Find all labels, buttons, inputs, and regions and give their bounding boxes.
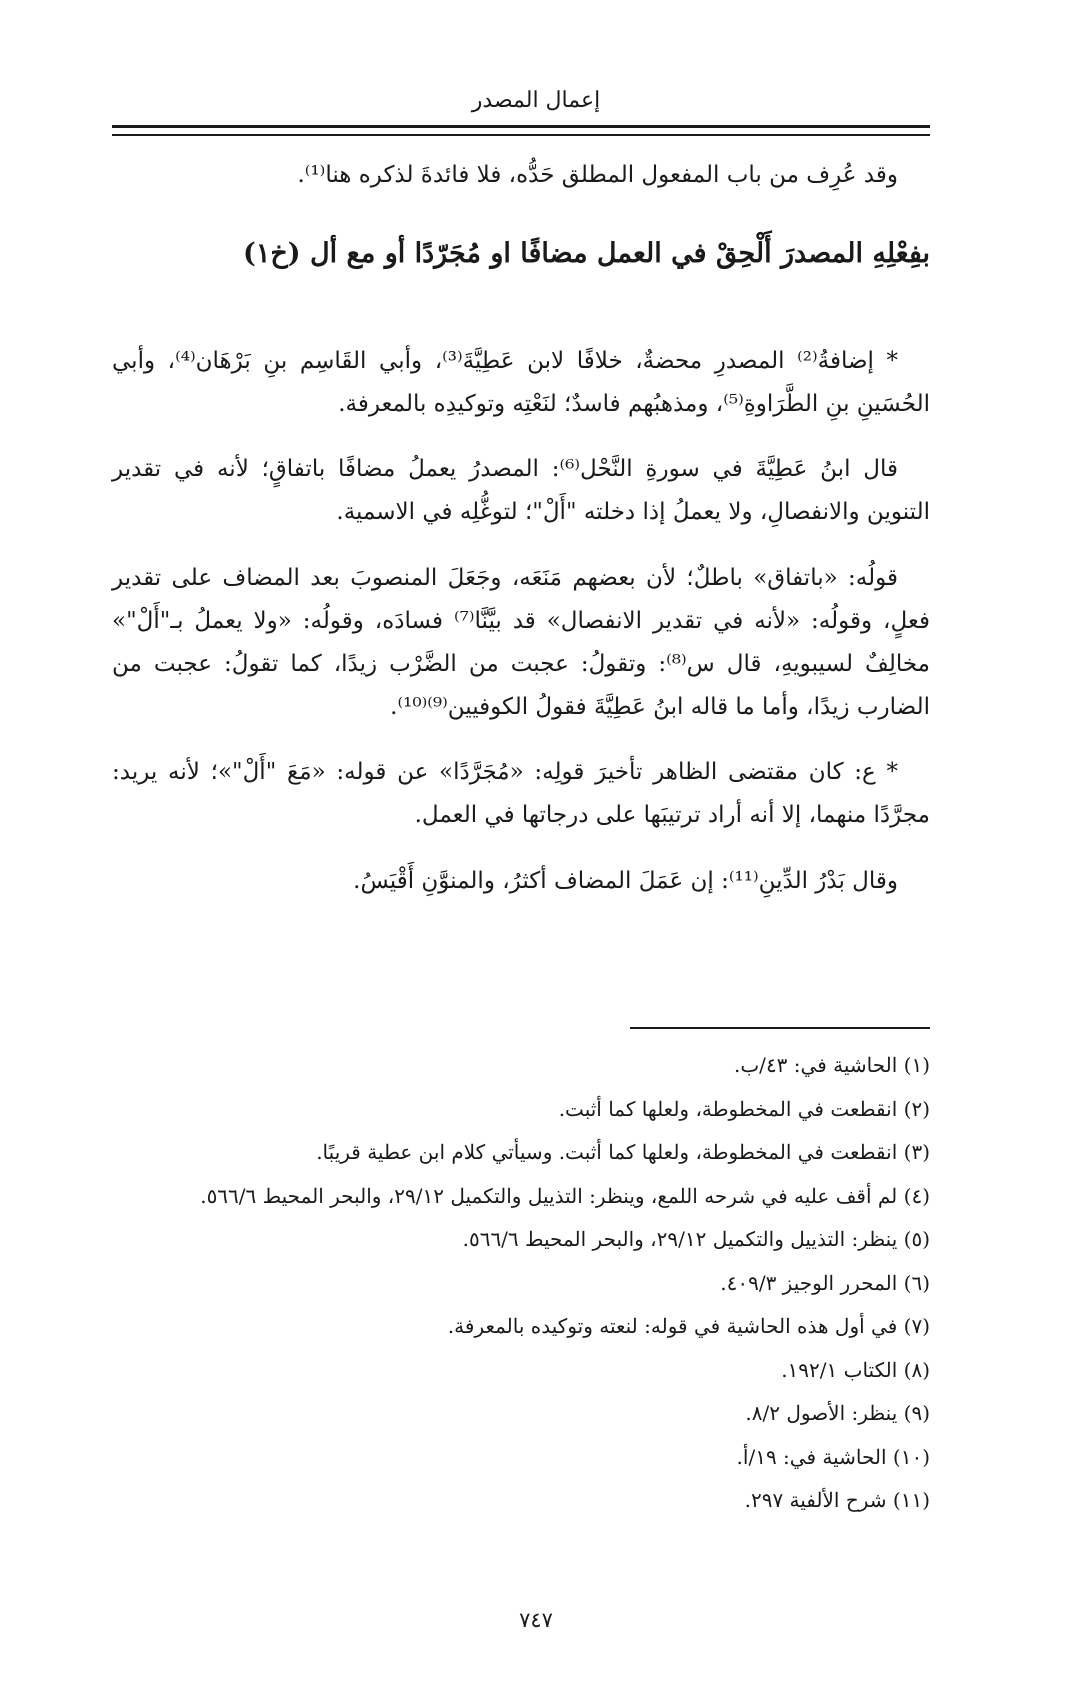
paragraph-muqtada: * ع: كان مقتضى الظاهر تأخيرَ قولِه: «مُجَرَّدًا» عن قوله: «مَعَ "أَلْ"»؛ لأنه يريد: مجرَّدًا منهما، إلا أنه أراد ترتيبَها على درجاتها في العمل. — [112, 759, 930, 828]
footnote: (١٠) الحاشية في: ١٩/أ. — [736, 1444, 930, 1469]
footnote: (٥) ينظر: التذييل والتكميل ٢٩/١٢، والبحر المحيط ٥٦٦/٦. — [462, 1227, 930, 1251]
intro-paragraph: وقد عُرِف من باب المفعول المطلق حَدُّه، فلا فائدةَ لذكره هنا⁽¹⁾. — [297, 162, 898, 188]
footnote-separator — [630, 1027, 930, 1029]
paragraph-critique: قولُه: «باتفاق» باطلٌ؛ لأن بعضهم مَنَعَه، وجَعَلَ المنصوبَ بعد المضاف على تقدير فعلٍ، وقولُه: «لأنه في تقدير الانفصال» قد بيَّنَّا⁽⁷⁾ فسادَه، وقولُه: «ولا يعملُ بـ"أَلْ"» مخالِفٌ لسيبويهِ، قال س⁽⁸⁾: وتقولُ: عجبت من الضَّرْب زيدًا، كما تقولُ: عجبت من الضارب زيدًا، وأما ما قاله ابنُ عَطِيَّةَ فقولُ الكوفيين⁽⁹⁾⁽¹⁰⁾. — [112, 565, 930, 720]
footnote: (٨) الكتاب ١٩٢/١. — [781, 1357, 930, 1382]
verse-heading: بفِعْلِهِ المصدرَ أَلْحِقْ في العمل مضافًا او مُجَرّدًا أو مع أل (خ١) — [243, 238, 930, 269]
footnote: (١١) شرح الألفية ٢٩٧. — [744, 1488, 930, 1512]
footnote: (٩) ينظر: الأصول ٨/٢. — [745, 1401, 930, 1425]
header-rule-thin — [112, 134, 930, 136]
page-number: ٧٤٧ — [519, 1608, 553, 1632]
paragraph-badr-aldin: وقال بَدْرُ الدِّينِ⁽¹¹⁾: إن عَمَلَ المضاف أكثرُ، والمنوَّنِ أَقْيَسُ. — [353, 868, 898, 894]
footnote: (٦) المحرر الوجيز ٤٠٩/٣. — [720, 1270, 930, 1295]
footnote: (٧) في أول هذه الحاشية في قوله: لنعته وتوكيده بالمعرفة. — [447, 1314, 930, 1338]
footnote: (٣) انقطعت في المخطوطة، ولعلها كما أثبت. وسيأتي كلام ابن عطية قريبًا. — [316, 1140, 930, 1164]
footnote: (١) الحاشية في: ٤٣/ب. — [734, 1053, 930, 1077]
footnotes-list — [112, 1044, 930, 1523]
footnote: (٢) انقطعت في المخطوطة، ولعلها كما أثبت. — [558, 1096, 930, 1121]
header-rule-thick — [112, 125, 930, 128]
footnote: (٤) لم أقف عليه في شرحه اللمع، وينظر: التذييل والتكميل ٢٩/١٢، والبحر المحيط ٥٦٦/٦. — [200, 1183, 930, 1208]
paragraph-idafa: * إضافةُ⁽²⁾ المصدرِ محضةٌ، خلافًا لابن عَطِيَّةَ⁽³⁾، وأبي القَاسِم بنِ بَرْهَان⁽⁴⁾، وأبي الحُسَينِ بنِ الطَّرَاوةِ⁽⁵⁾، ومذهبُهم فاسدٌ؛ لنَعْتِه وتوكيدِه بالمعرفة. — [112, 348, 930, 417]
running-head: إعمال المصدر — [471, 88, 601, 113]
paragraph-ibn-atiyya: قال ابنُ عَطِيَّةَ في سورةِ النَّحْل⁽⁶⁾: المصدرُ يعملُ مضافًا باتفاقٍ؛ لأنه في تقدير التنوين والانفصالِ، ولا يعملُ إذا دخلته "أَلْ"؛ لتوغُّلِه في الاسمية. — [112, 456, 930, 525]
